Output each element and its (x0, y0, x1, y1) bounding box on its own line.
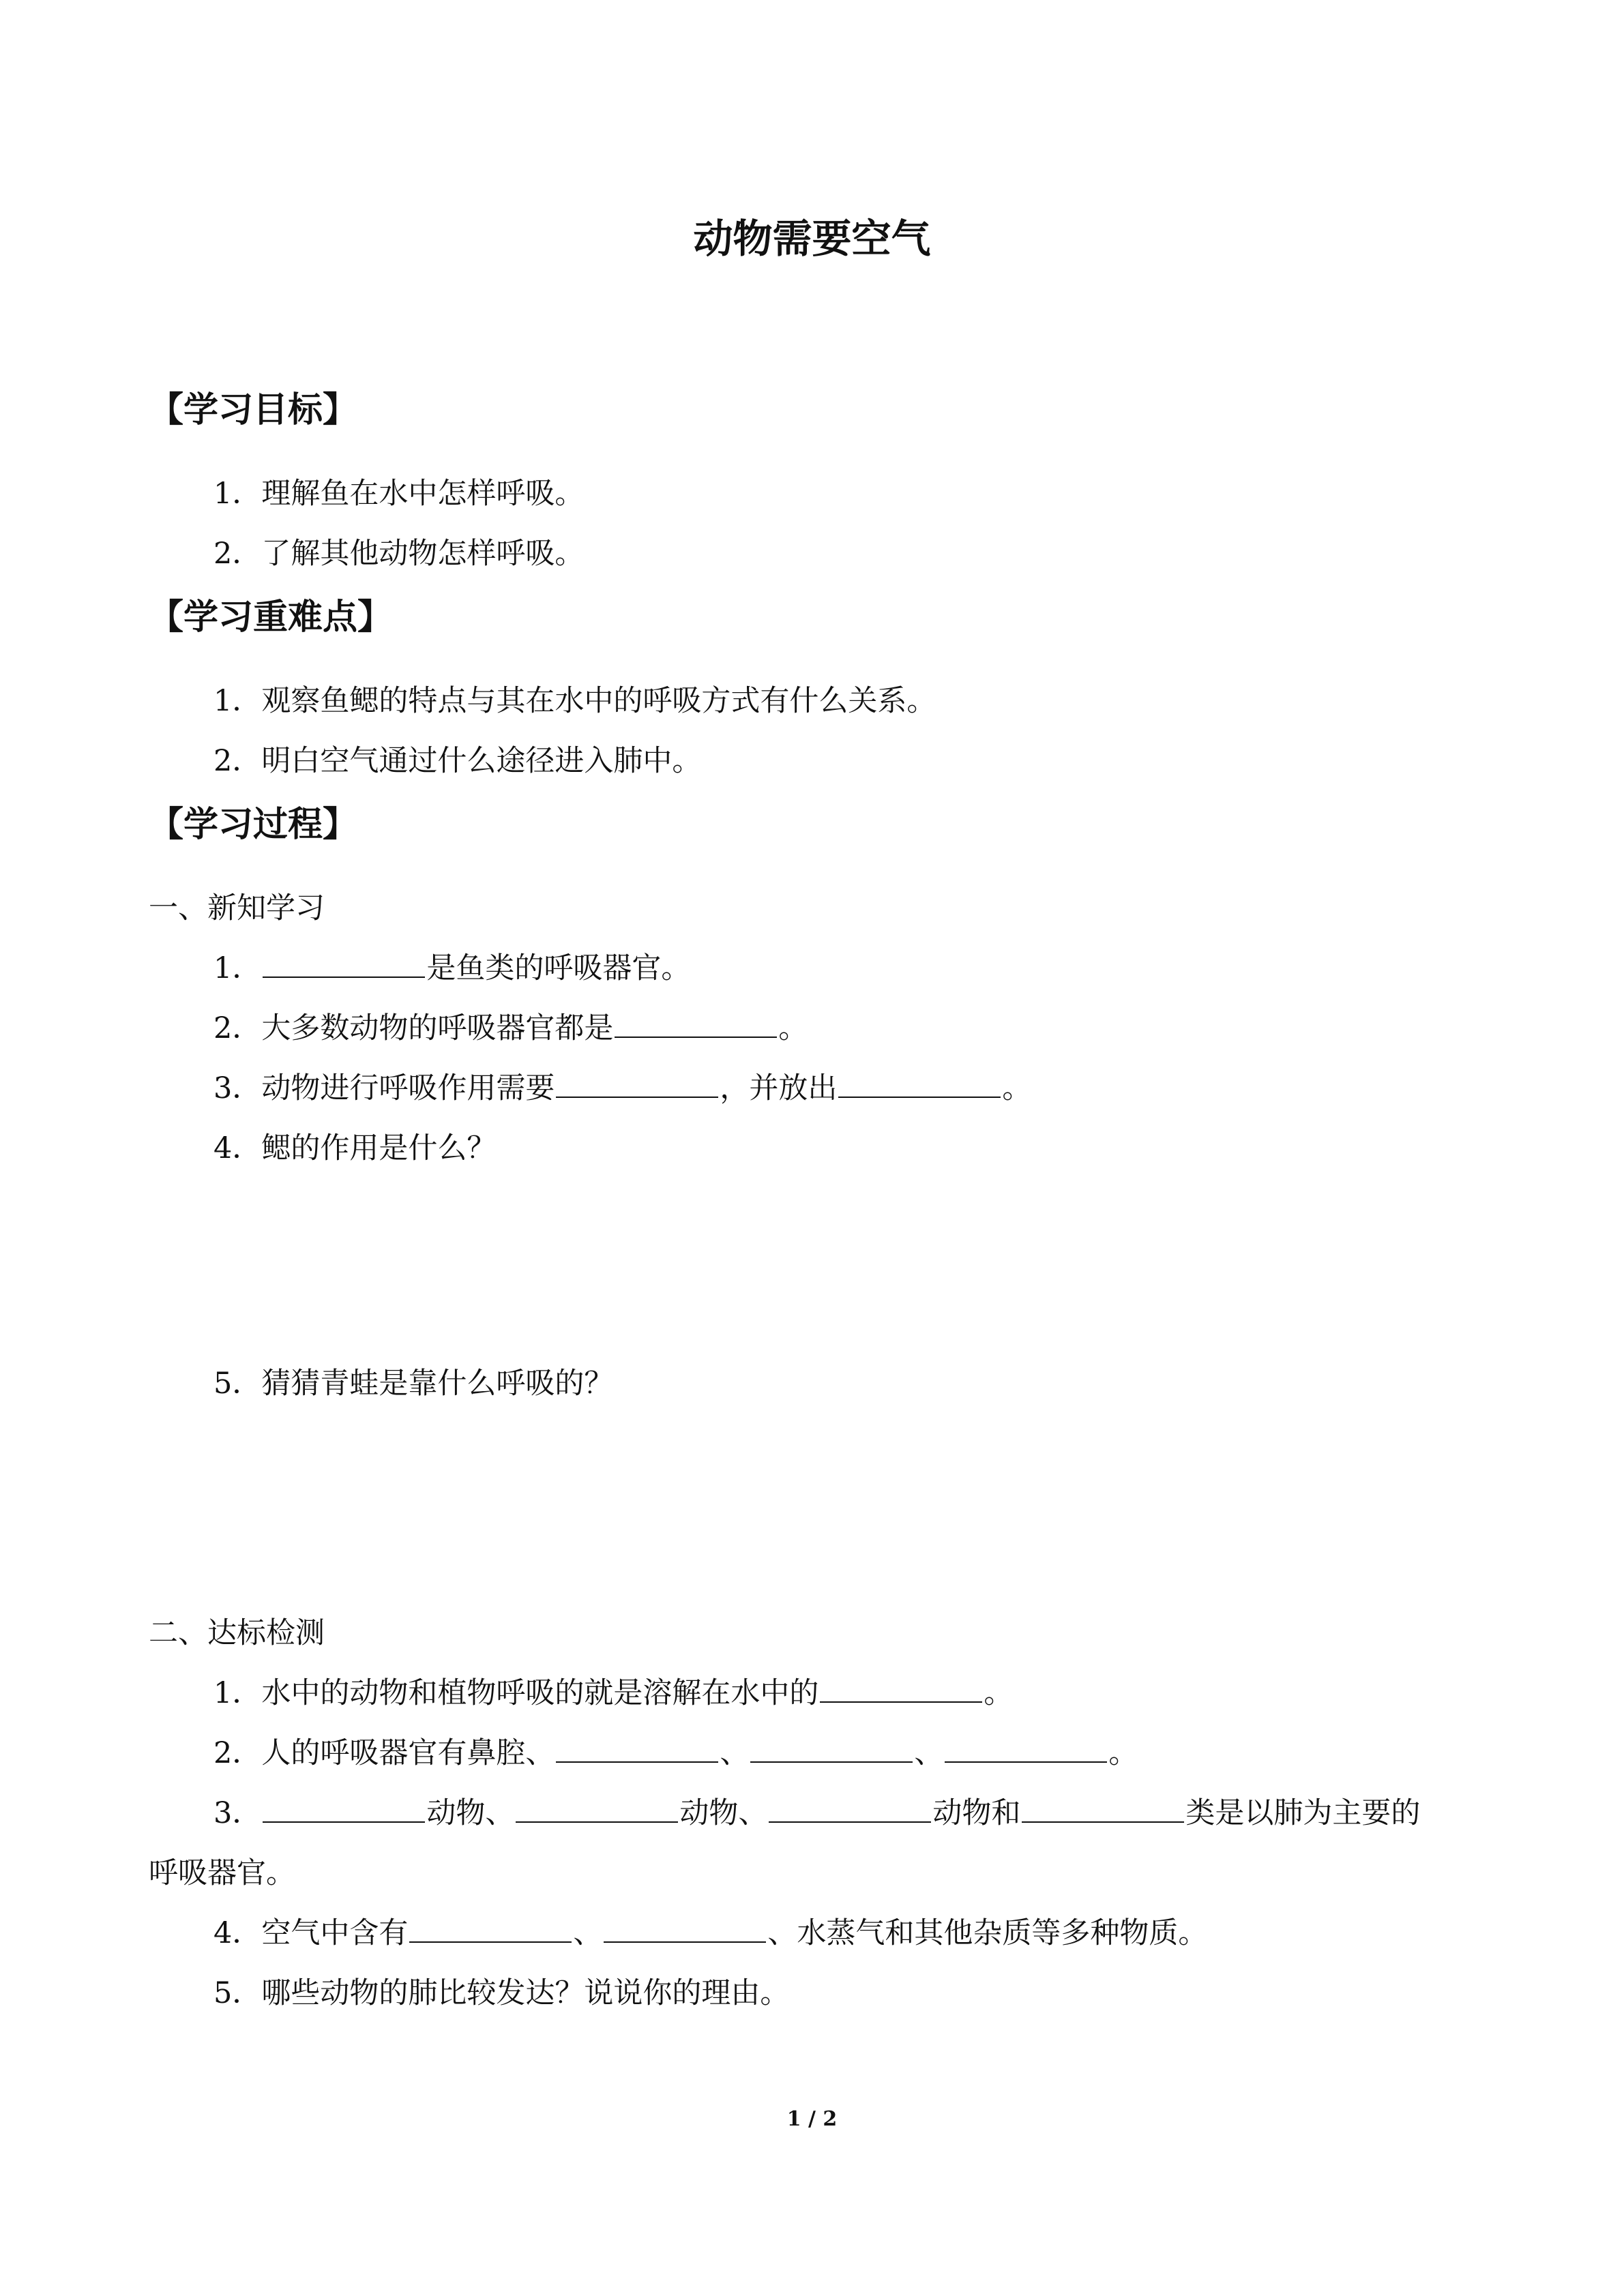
question-text: 、 (914, 1736, 944, 1770)
part1-title: 一、新知学习 (149, 891, 325, 925)
question-number: 2． (213, 1736, 262, 1770)
question-number: 1． (213, 1676, 262, 1710)
question-text: 动物进行呼吸作用需要 (261, 1071, 555, 1105)
question-5: 5．猜猜青蛙是靠什么呼吸的？ (213, 1367, 614, 1401)
question-text: 大多数动物的呼吸器官都是 (261, 1011, 614, 1045)
question-text: 。 (1108, 1736, 1138, 1770)
keypoint-item: 1．观察鱼鳃的特点与其在水中的呼吸方式有什么关系。 (213, 684, 936, 718)
question-text: 。 (984, 1676, 1014, 1710)
question-text: 水中的动物和植物呼吸的就是溶解在水中的 (261, 1676, 819, 1710)
question-text: 动物和 (932, 1796, 1021, 1830)
test-3-continuation: 呼吸器官。 (149, 1856, 295, 1890)
part2-title: 二、达标检测 (149, 1616, 325, 1650)
test-2 (213, 1733, 1138, 1774)
question-text: 是鱼类的呼吸器官。 (426, 951, 691, 985)
answer-blank[interactable] (838, 1069, 1001, 1098)
answer-blank[interactable] (769, 1794, 931, 1823)
question-number: 3． (213, 1796, 262, 1830)
answer-blank[interactable] (556, 1069, 718, 1098)
question-text: 。 (778, 1011, 808, 1045)
question-text: 。 (1002, 1071, 1032, 1105)
question-text: 、 (573, 1916, 603, 1950)
answer-blank[interactable] (615, 1009, 777, 1038)
answer-blank[interactable] (820, 1674, 982, 1703)
test-4 (213, 1913, 1207, 1954)
question-text: 、水蒸气和其他杂质等多种物质。 (767, 1916, 1208, 1950)
question-number: 2． (213, 1011, 262, 1045)
answer-blank[interactable] (1022, 1794, 1184, 1823)
answer-blank[interactable] (409, 1914, 572, 1943)
question-1 (213, 948, 690, 989)
question-text: 空气中含有 (261, 1916, 409, 1950)
question-3 (213, 1068, 1031, 1109)
answer-blank[interactable] (604, 1914, 766, 1943)
page-title: 动物需要空气 (693, 215, 931, 262)
answer-blank[interactable] (263, 949, 425, 978)
answer-blank[interactable] (750, 1734, 913, 1763)
heading-goals: 【学习目标】 (149, 390, 358, 430)
test-1 (213, 1673, 1013, 1714)
question-text: 人的呼吸器官有鼻腔、 (261, 1736, 555, 1770)
question-2 (213, 1008, 808, 1049)
question-number: 3． (213, 1071, 262, 1105)
question-text: 、 (720, 1736, 750, 1770)
answer-blank[interactable] (263, 1794, 425, 1823)
answer-blank[interactable] (945, 1734, 1107, 1763)
test-3 (213, 1793, 1420, 1834)
page-number: 1 / 2 (786, 2107, 838, 2131)
answer-blank[interactable] (516, 1794, 678, 1823)
heading-process: 【学习过程】 (149, 805, 358, 845)
question-4: 4．鳃的作用是什么？ (213, 1131, 497, 1165)
heading-keypoints: 【学习重难点】 (149, 597, 393, 638)
question-number: 4． (213, 1916, 262, 1950)
question-text: 类是以肺为主要的 (1185, 1796, 1421, 1830)
test-5: 5．哪些动物的肺比较发达？说说你的理由。 (213, 1976, 790, 2010)
question-number: 1． (213, 951, 262, 985)
question-text: 动物、 (679, 1796, 768, 1830)
keypoint-item: 2．明白空气通过什么途径进入肺中。 (213, 744, 702, 778)
answer-blank[interactable] (556, 1734, 718, 1763)
question-text: 动物、 (426, 1796, 515, 1830)
goal-item: 2．了解其他动物怎样呼吸。 (213, 537, 585, 571)
goal-item: 1．理解鱼在水中怎样呼吸。 (213, 477, 585, 511)
question-text: ，并放出 (720, 1071, 838, 1105)
